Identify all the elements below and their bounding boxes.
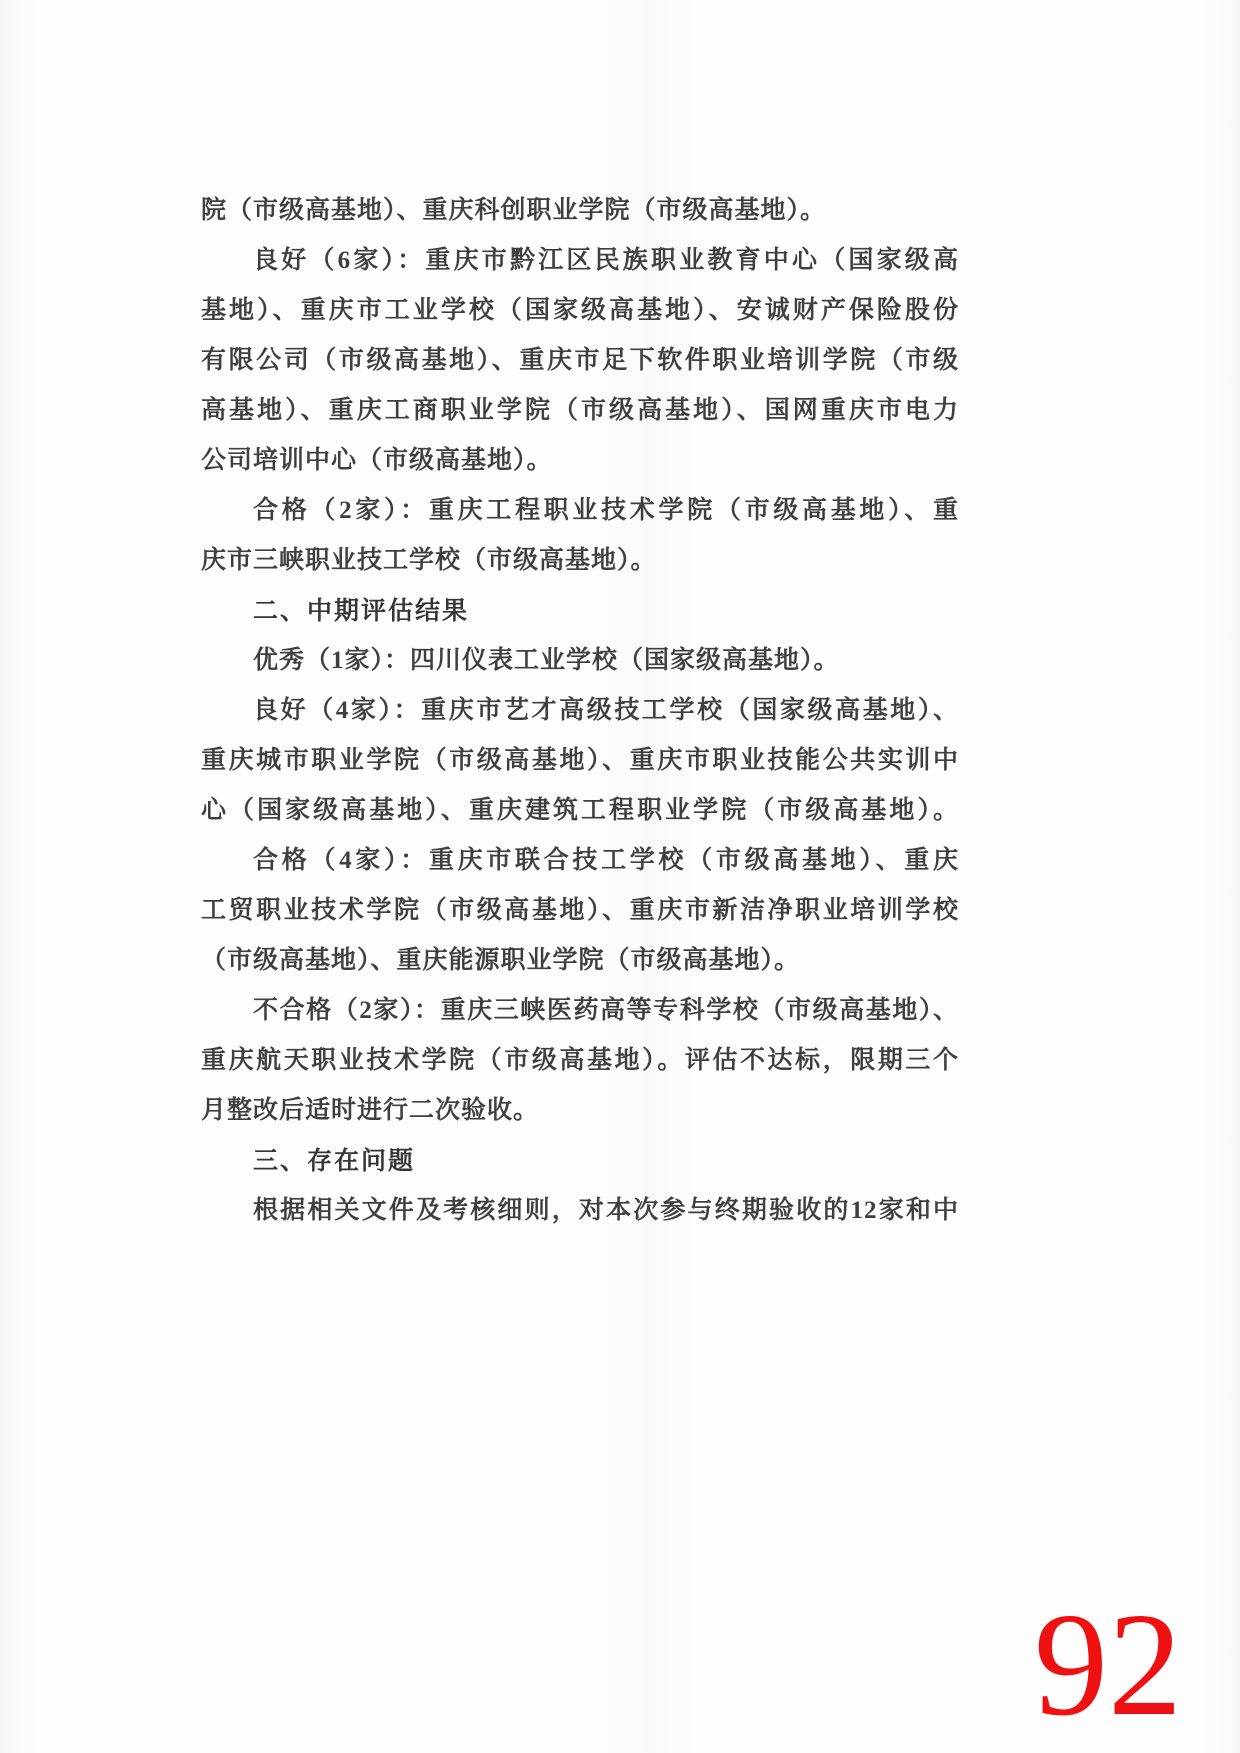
text-line: 重庆航天职业技术学院（市级高基地）。评估不达标，限期三个 bbox=[201, 1047, 959, 1074]
text-line: 合格（4家）：重庆市联合技工学校（市级高基地）、重庆 bbox=[253, 847, 959, 874]
text-line: 工贸职业技术学院（市级高基地）、重庆市新洁净职业培训学校 bbox=[201, 897, 959, 924]
text-line: 基地）、重庆市工业学校（国家级高基地）、安诚财产保险股份 bbox=[201, 297, 959, 324]
section-heading: 三、存在问题 bbox=[253, 1147, 416, 1175]
text-line: 合格（2家）：重庆工程职业技术学院（市级高基地）、重 bbox=[253, 497, 959, 524]
text-line: 心（国家级高基地）、重庆建筑工程职业学院（市级高基地）。 bbox=[201, 797, 959, 824]
document-text-block bbox=[201, 186, 959, 1236]
page-number: 92 bbox=[1034, 1583, 1182, 1747]
text-line: 庆市三峡职业技工学校（市级高基地）。 bbox=[201, 547, 657, 574]
text-line: 院（市级高基地）、重庆科创职业学院（市级高基地）。 bbox=[201, 197, 827, 224]
text-line: 不合格（2家）：重庆三峡医药高等专科学校（市级高基地）、 bbox=[253, 997, 959, 1024]
text-line: 有限公司（市级高基地）、重庆市足下软件职业培训学院（市级 bbox=[201, 347, 959, 374]
text-line: 重庆城市职业学院（市级高基地）、重庆市职业技能公共实训中 bbox=[201, 747, 959, 774]
text-line: 根据相关文件及考核细则，对本次参与终期验收的12家和中 bbox=[253, 1197, 959, 1224]
text-line: 月整改后适时进行二次验收。 bbox=[201, 1097, 540, 1124]
section-heading: 二、中期评估结果 bbox=[253, 597, 470, 625]
text-line: 高基地）、重庆工商职业学院（市级高基地）、国网重庆市电力 bbox=[201, 397, 959, 424]
text-line: 良好（6家）：重庆市黔江区民族职业教育中心（国家级高 bbox=[253, 247, 959, 274]
text-line: 良好（4家）：重庆市艺才高级技工学校（国家级高基地）、 bbox=[253, 697, 959, 724]
text-line: （市级高基地）、重庆能源职业学院（市级高基地）。 bbox=[201, 947, 801, 974]
text-line: 公司培训中心（市级高基地）。 bbox=[201, 447, 553, 474]
text-line: 优秀（1家）：四川仪表工业学校（国家级高基地）。 bbox=[253, 647, 840, 674]
